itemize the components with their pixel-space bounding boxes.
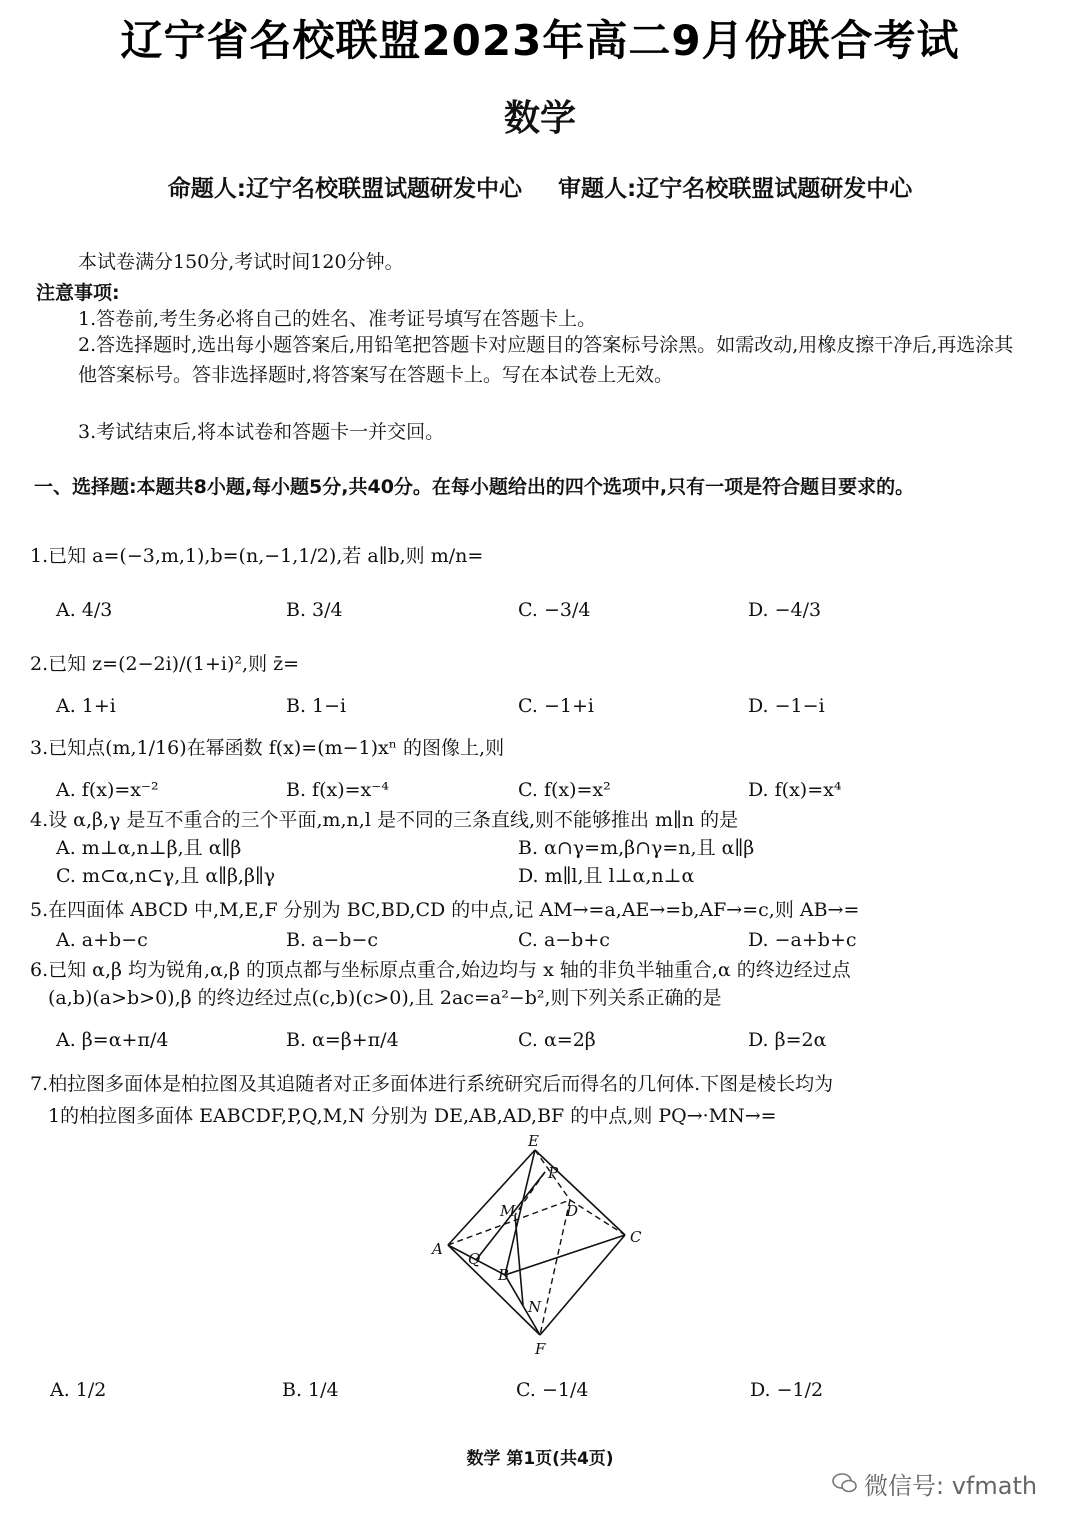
q7-option-b: B. 1/4	[282, 1379, 339, 1401]
q2-option-b: B. 1−i	[286, 695, 347, 717]
question-2: 2.已知 z=(2−2i)/(1+i)²,则 z̄=	[30, 653, 300, 675]
q5-option-b: B. a−b−c	[286, 929, 379, 951]
author: 命题人:辽宁名校联盟试题研发中心	[167, 176, 522, 202]
question-1: 1.已知 a=(−3,m,1),b=(n,−1,1/2),若 a∥b,则 m/n=	[30, 545, 484, 567]
q6-option-b: B. α=β+π/4	[286, 1029, 399, 1051]
q4-option-c: C. m⊂α,n⊂γ,且 α∥β,β∥γ	[56, 865, 276, 887]
q1-option-d: D. −4/3	[748, 599, 822, 621]
wechat-icon	[832, 1472, 858, 1500]
edge-AF	[448, 1245, 540, 1335]
q3-option-b: B. f(x)=x⁻⁴	[286, 779, 389, 801]
label-B: B	[498, 1266, 510, 1284]
question-6: 6.已知 α,β 均为锐角,α,β 的顶点都与坐标原点重合,始边均与 x 轴的非负半轴重合,α 的终边经过点	[30, 959, 851, 981]
q4-option-d: D. m∥l,且 l⊥α,n⊥α	[518, 865, 695, 887]
q6-option-d: D. β=2α	[748, 1029, 827, 1051]
label-M: M	[500, 1202, 516, 1220]
q5-option-c: C. a−b+c	[518, 929, 610, 951]
q3-option-c: C. f(x)=x²	[518, 779, 611, 801]
q7-option-a: A. 1/2	[50, 1379, 107, 1401]
question-7-cont: 1的柏拉图多面体 EABCDF,P,Q,M,N 分别为 DE,AB,AD,BF 的中点,则 PQ→·MN→=	[48, 1105, 777, 1127]
edge-DC	[570, 1200, 625, 1235]
label-F: F	[535, 1340, 546, 1358]
intro-text: 本试卷满分150分,考试时间120分钟。	[78, 251, 404, 273]
authors-line	[0, 170, 1080, 203]
edge-DF	[540, 1200, 570, 1335]
q5-option-d: D. −a+b+c	[748, 929, 857, 951]
question-4: 4.设 α,β,γ 是互不重合的三个平面,m,n,l 是不同的三条直线,则不能够推出 m∥n 的是	[30, 809, 739, 831]
q2-option-d: D. −1−i	[748, 695, 825, 717]
edge-EC	[535, 1150, 625, 1235]
question-6-cont: (a,b)(a>b>0),β 的终边经过点(c,b)(c>0),且 2ac=a²−b²,则下列关系正确的是	[48, 987, 722, 1009]
label-N: N	[528, 1298, 542, 1316]
q3-option-a: A. f(x)=x⁻²	[56, 779, 159, 801]
watermark	[832, 1466, 1037, 1501]
q5-option-a: A. a+b−c	[56, 929, 148, 951]
q3-option-d: D. f(x)=x⁴	[748, 779, 842, 801]
label-E: E	[528, 1132, 539, 1150]
label-C: C	[630, 1228, 642, 1246]
subject-title: 数学	[503, 98, 576, 139]
q1-option-b: B. 3/4	[286, 599, 343, 621]
segment-MN	[515, 1215, 523, 1305]
watermark-text: 微信号: vfmath	[864, 1472, 1038, 1500]
q4-option-a: A. m⊥α,n⊥β,且 α∥β	[56, 837, 242, 859]
label-P: P	[548, 1164, 559, 1182]
notice-item-1: 1.答卷前,考生务必将自己的姓名、准考证号填写在答题卡上。	[78, 308, 597, 330]
edge-EA	[448, 1150, 535, 1245]
label-Q: Q	[468, 1250, 481, 1268]
question-3: 3.已知点(m,1/16)在幂函数 f(x)=(m−1)xⁿ 的图像上,则	[30, 737, 505, 759]
notice-item-3: 3.考试结束后,将本试卷和答题卡一并交回。	[78, 421, 445, 443]
notice-heading: 注意事项:	[36, 282, 120, 304]
q7-option-c: C. −1/4	[516, 1379, 589, 1401]
q2-option-c: C. −1+i	[518, 695, 594, 717]
q4-option-b: B. α∩γ=m,β∩γ=n,且 α∥β	[518, 837, 755, 859]
q2-option-a: A. 1+i	[56, 695, 116, 717]
notice-item-2: 2.答选择题时,选出每小题答案后,用铅笔把答题卡对应题目的答案标号涂黑。如需改动,用橡皮擦干净后,再选涂其他答案标号。答非选择题时,将答案写在答题卡上。写在本试卷上无效。	[78, 334, 1014, 386]
label-D: D	[566, 1202, 579, 1220]
q6-option-a: A. β=α+π/4	[56, 1029, 169, 1051]
q1-option-c: C. −3/4	[518, 599, 591, 621]
reviewer: 审题人:辽宁名校联盟试题研发中心	[558, 176, 913, 202]
q7-option-d: D. −1/2	[750, 1379, 824, 1401]
octahedron-figure	[420, 1130, 660, 1360]
exam-title: 辽宁省名校联盟2023年高二9月份联合考试	[120, 16, 960, 65]
question-7: 7.柏拉图多面体是柏拉图及其追随者对正多面体进行系统研究后而得名的几何体.下图是棱长均为	[30, 1073, 834, 1095]
q1-option-a: A. 4/3	[56, 599, 113, 621]
q6-option-c: C. α=2β	[518, 1029, 596, 1051]
question-5: 5.在四面体 ABCD 中,M,E,F 分别为 BC,BD,CD 的中点,记 AM→=a,AE→=b,AF→=c,则 AB→=	[30, 899, 860, 921]
label-A: A	[432, 1240, 443, 1258]
page-footer: 数学 第1页(共4页)	[466, 1449, 614, 1469]
section-heading: 一、选择题:本题共8小题,每小题5分,共40分。在每小题给出的四个选项中,只有一项是符合题目要求的。	[34, 476, 915, 498]
